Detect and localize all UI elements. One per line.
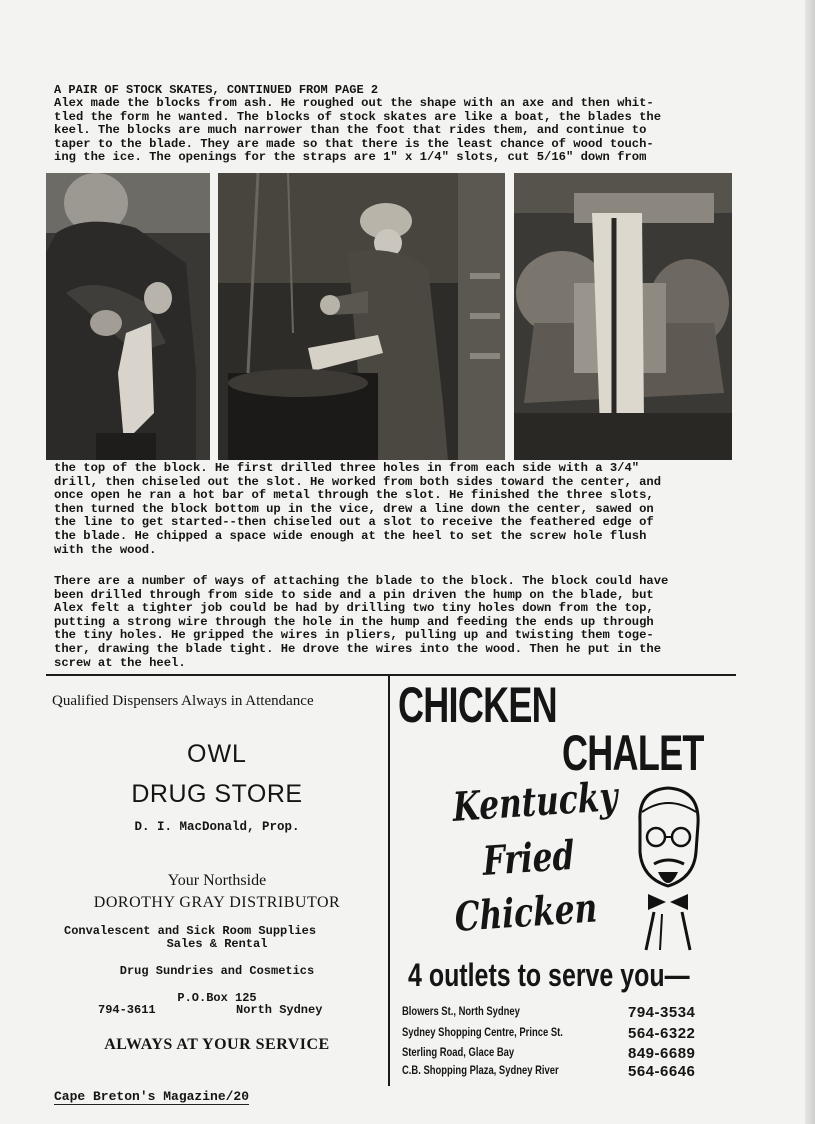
location-4: C.B. Shopping Plaza, Sydney River — [402, 1065, 559, 1077]
script-fried: Fried — [481, 831, 576, 885]
ad-title-chalet: CHALET — [562, 725, 704, 781]
location-1: Blowers St., North Sydney — [402, 1006, 520, 1018]
photo-carving-block — [46, 173, 210, 460]
store-name-line-2: DRUG STORE — [131, 780, 303, 808]
location-2-phone: 564-6322 — [628, 1025, 696, 1042]
script-chicken: Chicken — [453, 884, 599, 941]
photo-forge-workshop — [218, 173, 505, 460]
text-line: once open he ran a hot bar of metal through the slot. He finished the three slots, — [54, 488, 654, 503]
text-line: then turned the block bottom up in the vice, drew a line down the center, sawed on — [54, 501, 654, 516]
page-footer — [54, 1089, 249, 1104]
text-line: tled the form he wanted. The blocks of stock skates are like a boat, the blades the — [54, 109, 662, 124]
ad-title-chicken: CHICKEN — [398, 677, 557, 733]
chicken-chalet-ad — [390, 676, 736, 1086]
ad-tagline: Qualified Dispensers Always in Attendance — [52, 693, 314, 709]
text-line: the tiny holes. He gripped the wires in pliers, pulling up and twisting them toge- — [54, 628, 654, 643]
northside-label: Your Northside — [167, 872, 267, 889]
supplies-line: Convalescent and Sick Room Supplies — [64, 924, 317, 938]
location-3: Sterling Road, Glace Bay — [402, 1047, 515, 1059]
article-paragraph-2 — [54, 462, 744, 557]
sales-line: Sales & Rental — [166, 937, 268, 951]
location-3-phone: 849-6689 — [628, 1045, 696, 1062]
page-label: Cape Breton's Magazine/20 — [54, 1089, 250, 1104]
text-line: taper to the blade. They are made so that there is the least chance of wood touch- — [54, 136, 654, 151]
text-line: Alex felt a tighter job could be had by drilling two tiny holes down from the top, — [54, 601, 654, 616]
text-line: the line to get started--then chiseled out a slot to receive the feathered edge of — [54, 515, 654, 530]
service-slogan: ALWAYS AT YOUR SERVICE — [104, 1036, 330, 1053]
article-heading: A PAIR OF STOCK SKATES, CONTINUED FROM PAGE 2 — [54, 83, 379, 97]
text-line: ther, drawing the blade tight. He drove the wires into the wood. Then he put in the — [54, 641, 662, 656]
text-line: with the wood. — [54, 542, 157, 557]
text-line: drill, then chiseled out the slot. He worked from both sides toward the center, and — [54, 474, 662, 489]
text-line: been drilled through from side to side and a pin driven the hump on the blade, but — [54, 587, 654, 602]
text-line: There are a number of ways of attaching the blade to the block. The block could have — [54, 574, 669, 588]
text-line: screw at the heel. — [54, 655, 186, 670]
location-4-phone: 564-6646 — [628, 1063, 696, 1080]
script-kentucky: Kentucky — [451, 772, 619, 831]
text-line: Alex made the blocks from ash. He roughed out the shape with an axe and then whit- — [54, 96, 654, 110]
text-line: ing the ice. The openings for the straps are 1" x 1/4" slots, cut 5/16" down from — [54, 150, 647, 165]
distributor-label: DOROTHY GRAY DISTRIBUTOR — [93, 894, 341, 911]
sundries-line: Drug Sundries and Cosmetics — [119, 964, 315, 978]
outlets-headline: 4 outlets to serve you— — [408, 957, 690, 993]
owl-drug-store-ad — [46, 676, 388, 1086]
store-town: North Sydney — [236, 1003, 323, 1017]
page-edge-shadow — [805, 0, 815, 1124]
text-line: keel. The blocks are much narrower than the foot that rides them, and continue to — [54, 123, 647, 138]
store-name-line-1: OWL — [187, 740, 247, 768]
text-line: the top of the block. He first drilled three holes in from each side with a 3/4" — [54, 461, 640, 475]
article-paragraph-1 — [54, 97, 744, 165]
proprietor: D. I. MacDonald, Prop. — [134, 820, 300, 834]
colonel-portrait-icon — [618, 782, 718, 956]
location-1-phone: 794-3534 — [628, 1004, 696, 1021]
store-phone: 794-3611 — [98, 1003, 156, 1017]
location-2: Sydney Shopping Centre, Prince St. — [402, 1027, 563, 1039]
text-line: the blade. He chipped a space wide enough at the heel to set the screw hole flush — [54, 528, 647, 543]
article-paragraph-3 — [54, 575, 744, 670]
po-box: P.O.Box 125 — [177, 991, 257, 1005]
text-line: putting a strong wire through the hole in the hump and feeding the ends up through — [54, 614, 654, 629]
photo-block-in-vice — [514, 173, 732, 460]
